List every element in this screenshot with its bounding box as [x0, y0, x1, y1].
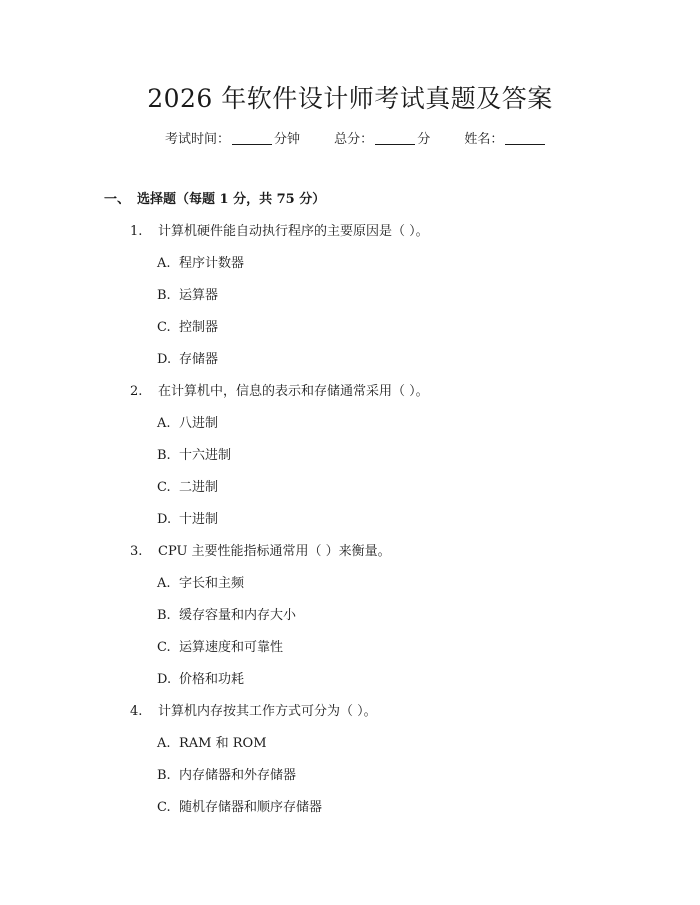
exam-time-unit: 分钟: [274, 132, 301, 147]
question-3-option-d: [157, 670, 244, 690]
option-letter: C.: [157, 640, 171, 655]
option-text: 程序计数器: [179, 256, 245, 271]
option-letter: A.: [157, 576, 171, 591]
option-letter: B.: [157, 768, 171, 783]
question-3-option-c: [157, 638, 283, 658]
section-number: 一、: [104, 192, 131, 207]
option-letter: A.: [157, 416, 171, 431]
question-text: CPU 主要性能指标通常用（ ）来衡量。: [158, 544, 391, 559]
question-text: 计算机内存按其工作方式可分为（ ）。: [158, 704, 377, 719]
section-heading: [104, 190, 325, 210]
option-text: 十进制: [179, 512, 219, 527]
option-text: 内存储器和外存储器: [179, 768, 297, 783]
question-1-option-c: [157, 318, 218, 338]
question-3: [130, 542, 391, 562]
option-letter: D.: [157, 512, 172, 527]
name-label: 姓名：: [464, 132, 504, 147]
option-text: RAM 和 ROM: [179, 736, 267, 751]
option-text: 存储器: [179, 352, 219, 367]
question-4: [130, 702, 377, 722]
question-number: 3.: [130, 544, 143, 559]
name-field: [464, 130, 547, 150]
question-number: 4.: [130, 704, 143, 719]
question-2-option-c: [157, 478, 218, 498]
question-3-option-b: [157, 606, 296, 626]
option-text: 随机存储器和顺序存储器: [179, 800, 323, 815]
exam-time-label: 考试时间：: [165, 132, 231, 147]
question-2: [130, 382, 429, 402]
option-letter: C.: [157, 800, 171, 815]
option-text: 运算速度和可靠性: [179, 640, 284, 655]
question-number: 1.: [130, 224, 143, 239]
exam-time-blank: [232, 130, 272, 145]
exam-meta-line: [165, 130, 547, 150]
question-2-option-a: [157, 414, 218, 434]
question-text: 计算机硬件能自动执行程序的主要原因是（ ）。: [158, 224, 429, 239]
option-letter: B.: [157, 288, 171, 303]
option-text: 价格和功耗: [179, 672, 245, 687]
option-letter: C.: [157, 480, 171, 495]
option-letter: D.: [157, 672, 172, 687]
option-text: 二进制: [179, 480, 219, 495]
option-text: 控制器: [179, 320, 219, 335]
option-letter: C.: [157, 320, 171, 335]
question-1: [130, 222, 429, 242]
question-1-option-d: [157, 350, 218, 370]
total-score-blank: [375, 130, 415, 145]
total-score-unit: 分: [417, 132, 431, 147]
option-text: 缓存容量和内存大小: [179, 608, 297, 623]
option-letter: B.: [157, 448, 171, 463]
question-3-option-a: [157, 574, 244, 594]
section-title: 选择题（每题 1 分，共 75 分）: [137, 192, 326, 207]
question-4-option-b: [157, 766, 296, 786]
question-4-option-a: [157, 734, 267, 754]
option-letter: D.: [157, 352, 172, 367]
document-title: 2026 年软件设计师考试真题及答案: [147, 84, 553, 113]
question-number: 2.: [130, 384, 143, 399]
question-1-option-b: [157, 286, 218, 306]
option-text: 八进制: [179, 416, 219, 431]
question-text: 在计算机中，信息的表示和存储通常采用（ ）。: [158, 384, 429, 399]
option-letter: B.: [157, 608, 171, 623]
question-2-option-b: [157, 446, 231, 466]
question-2-option-d: [157, 510, 218, 530]
total-score-field: [334, 130, 430, 150]
option-letter: A.: [157, 736, 171, 751]
total-score-label: 总分：: [334, 132, 374, 147]
option-text: 字长和主频: [179, 576, 245, 591]
option-text: 十六进制: [179, 448, 232, 463]
option-letter: A.: [157, 256, 171, 271]
option-text: 运算器: [179, 288, 219, 303]
exam-time-field: [165, 130, 300, 150]
question-4-option-c: [157, 798, 322, 818]
name-blank: [505, 130, 545, 145]
question-1-option-a: [157, 254, 244, 274]
